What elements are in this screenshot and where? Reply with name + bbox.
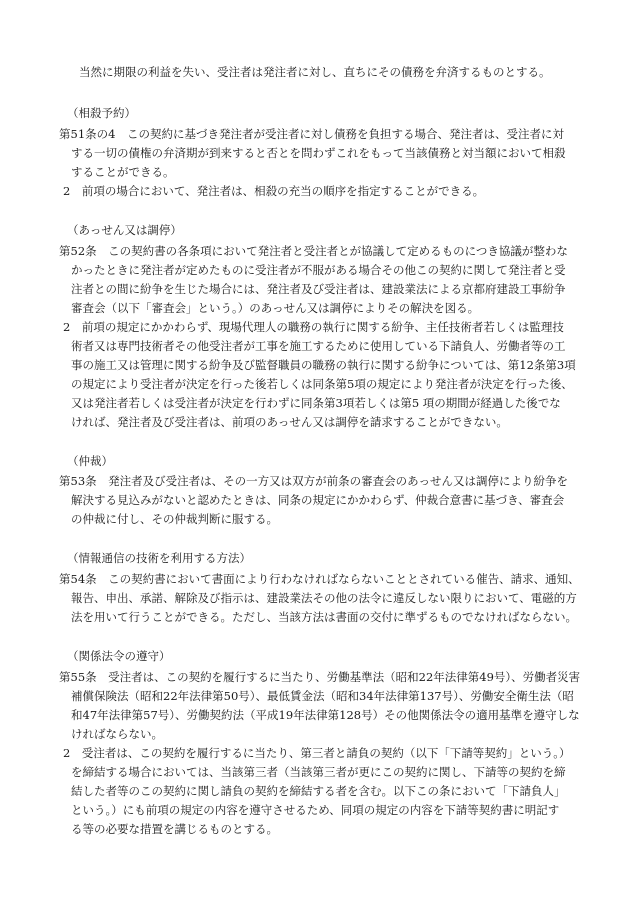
text-line: の仲裁に付し、その仲裁判断に服する。 <box>71 512 278 526</box>
text-line: することができる。 <box>71 165 175 179</box>
paragraph-text: 2 前項の場合において、発注者は、相殺の充当の順序を指定することができる。 <box>63 184 485 198</box>
section-heading: （情報通信の技術を利用する方法） <box>67 551 251 565</box>
article-text: 第54条 この契約書において書面により行わなければならないこととされている催告、請求、通知、 <box>59 572 580 586</box>
article-text: 第53条 発注者及び受注者は、その一方又は双方が前条の審査会のあっせん又は調停により紛争を <box>59 474 569 488</box>
section-heading: （相殺予約） <box>67 106 136 120</box>
text-line: を締結する場合においては、当該第三者（当該第三者が更にこの契約に関し、下請等の契約を締 <box>71 765 566 779</box>
text-line: 術者又は専門技術者その他受注者が工事を施工するために使用している下請負人、労働者等の工 <box>71 339 566 353</box>
text-line: 報告、申出、承諾、解除及び指示は、建設業法その他の法令に違反しない限りにおいて、電磁的方 <box>71 591 577 605</box>
article-text: 第52条 この契約書の各条項において発注者と受注者とが協議して定めるものにつき協議が整わな <box>59 244 568 258</box>
text-line: 法を用いて行うことができる。ただし、当該方法は書面の交付に準ずるものでなければならない。 <box>71 610 577 624</box>
text-line: かったときに発注者が定めたものに受注者が不服がある場合その他この契約に関して発注者と受 <box>71 263 566 277</box>
text-line: 当然に期限の利益を失い、受注者は発注者に対し、直ちにその債務を弁済するものとする。 <box>79 65 551 79</box>
text-line: 結した者等のこの契約に関し請負の契約を締結する者を含む。以下この条において「下請負人」 <box>71 784 566 798</box>
text-line: ければ、発注者及び受注者は、前項のあっせん又は調停を請求することができない。 <box>71 415 508 429</box>
text-line: 和47年法律第57号）、労働契約法（平成19年法律第128号）その他関係法令の適用基準を遵守しな <box>71 708 580 722</box>
article-text: 第51条の4 この契約に基づき発注者が受注者に対し債務を負担する場合、発注者は、受注者に対 <box>59 127 564 141</box>
section-heading: （あっせん又は調停） <box>67 223 182 237</box>
paragraph-text: 2 受注者は、この契約を履行するに当たり、第三者と請負の契約（以下「下請等契約」という。） <box>63 746 571 760</box>
paragraph-text: 2 前項の規定にかかわらず、現場代理人の職務の執行に関する紛争、主任技術者若しくは監理技 <box>63 320 564 334</box>
text-line: 審査会（以下「審査会」という。）のあっせん又は調停によりその解決を図る。 <box>71 301 480 315</box>
text-line: 補償保険法（昭和22年法律第50号）、最低賃金法（昭和34年法律第137号）、労働安全衛生法（昭 <box>71 689 574 703</box>
text-line: 解決する見込みがないと認めたときは、同条の規定にかかわらず、仲裁合意書に基づき、審査会 <box>71 493 565 507</box>
text-line: ければならない。 <box>71 727 163 741</box>
section-heading: （仲裁） <box>67 454 113 468</box>
text-line: する一切の債権の弁済期が到来すると否とを問わずこれをもって当該債務と対当額において相殺 <box>71 146 566 160</box>
text-line: という。）にも前項の規定の内容を遵守させるため、同項の規定の内容を下請等契約書に明記す <box>71 803 560 817</box>
text-line: る等の必要な措置を講じるものとする。 <box>71 822 278 836</box>
section-heading: （関係法令の遵守） <box>67 649 171 663</box>
text-line: 事の施工又は管理に関する紛争及び監督職員の職務の執行に関する紛争については、第12条第3項 <box>71 358 576 372</box>
text-line: 又は発注者若しくは受注者が決定を行わずに同条第3項若しくは第5 項の期間が経過した後でな <box>71 396 561 410</box>
text-line: の規定により受注者が決定を行った後若しくは同条第5項の規定により発注者が決定を行った後、 <box>71 377 573 391</box>
text-line: 注者との間に紛争を生じた場合には、発注者及び受注者は、建設業法による京都府建設工事紛争 <box>71 282 566 296</box>
article-text: 第55条 受注者は、この契約を履行するに当たり、労働基準法（昭和22年法律第49号）、労働者災害 <box>59 670 581 684</box>
